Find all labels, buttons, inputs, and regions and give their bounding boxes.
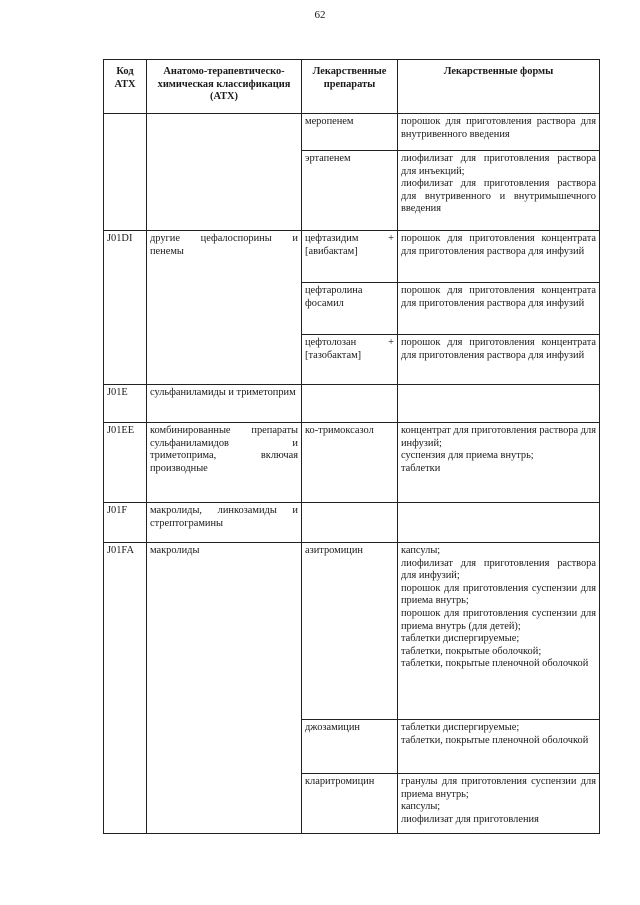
dosage-form-item: таблетки диспергируемые; bbox=[401, 633, 520, 645]
dosage-form-item: порошок для приготовления раствора для внутривенного введения bbox=[401, 116, 596, 140]
header-row bbox=[104, 60, 600, 114]
dosage-form-item: концентрат для приготовления раствора для инфузий; bbox=[401, 425, 596, 449]
table-row bbox=[104, 231, 600, 283]
dosage-forms-cell bbox=[398, 543, 600, 720]
dosage-form-item: гранулы для приготовления суспензии для приема внутрь; bbox=[401, 776, 596, 800]
dosage-form-item: порошок для приготовления концентрата для приготовления раствора для инфузий bbox=[401, 337, 596, 361]
dosage-form-item: капсулы; bbox=[401, 801, 441, 813]
dosage-form-item: капсулы; bbox=[401, 545, 441, 556]
table-row bbox=[104, 385, 600, 423]
dosage-form-item: порошок для приготовления концентрата для приготовления раствора для инфузий bbox=[401, 285, 596, 309]
drug-name-cell: кларитромицин bbox=[302, 774, 398, 834]
drug-name-cell: меропенем bbox=[302, 114, 398, 151]
dosage-form-item: таблетки bbox=[401, 462, 441, 474]
dosage-form-item: лиофилизат для приготовления раствора для инфузий; bbox=[401, 557, 596, 582]
dosage-form-item: лиофилизат для приготовления bbox=[401, 813, 539, 825]
table-body bbox=[104, 114, 600, 834]
drug-name-cell bbox=[302, 503, 398, 543]
classification-cell: комбинированные препараты сульфаниламидов и триметоприма, включая производные bbox=[147, 423, 302, 503]
header-drugs: Лекарственные препараты bbox=[302, 60, 398, 114]
dosage-forms-cell bbox=[398, 423, 600, 503]
classification-cell: сульфаниламиды и триметоприм bbox=[147, 385, 302, 423]
table-row bbox=[104, 114, 600, 151]
drug-name-cell: цефтаролина фосамил bbox=[302, 283, 398, 335]
atc-drug-table bbox=[103, 59, 600, 834]
dosage-forms-cell bbox=[398, 283, 600, 335]
dosage-form-item: порошок для приготовления суспензии для приема внутрь (для детей); bbox=[401, 607, 596, 632]
atc-code-cell: J01F bbox=[104, 503, 147, 543]
table-row bbox=[104, 423, 600, 503]
table-row bbox=[104, 503, 600, 543]
dosage-form-item: порошок для приготовления концентрата для приготовления раствора для инфузий bbox=[401, 233, 596, 257]
dosage-form-item: таблетки, покрытые оболочкой; bbox=[401, 645, 542, 657]
dosage-form-item: суспензия для приема внутрь; bbox=[401, 450, 534, 462]
dosage-forms-cell bbox=[398, 151, 600, 231]
atc-code-cell bbox=[104, 114, 147, 231]
dosage-form-item: таблетки, покрытые пленочной оболочкой bbox=[401, 658, 589, 670]
drug-name-cell: эртапенем bbox=[302, 151, 398, 231]
dosage-forms-cell bbox=[398, 503, 600, 543]
table-row bbox=[104, 543, 600, 720]
header-code: Код АТХ bbox=[104, 60, 147, 114]
header-forms: Лекарственные формы bbox=[398, 60, 600, 114]
header-classification: Анатомо-терапевтическо-химическая классификация (АТХ) bbox=[147, 60, 302, 114]
drug-name-cell bbox=[302, 385, 398, 423]
dosage-form-item: таблетки диспергируемые; bbox=[401, 722, 520, 733]
classification-cell: макролиды bbox=[147, 543, 302, 834]
dosage-forms-cell bbox=[398, 231, 600, 283]
dosage-form-item: лиофилизат для приготовления раствора для внутривенного и внутримышечного введения bbox=[401, 178, 596, 215]
atc-code-cell: J01EE bbox=[104, 423, 147, 503]
dosage-form-item: порошок для приготовления суспензии для приема внутрь; bbox=[401, 582, 596, 607]
drug-name-cell: цефтазидим + [авибактам] bbox=[302, 231, 398, 283]
dosage-forms-cell bbox=[398, 720, 600, 774]
atc-code-cell: J01E bbox=[104, 385, 147, 423]
classification-cell bbox=[147, 114, 302, 231]
classification-cell: другие цефалоспорины и пенемы bbox=[147, 231, 302, 385]
atc-code-cell: J01FA bbox=[104, 543, 147, 834]
dosage-form-item: лиофилизат для приготовления раствора для инъекций; bbox=[401, 153, 596, 177]
page-number: 62 bbox=[314, 9, 326, 21]
dosage-forms-cell bbox=[398, 335, 600, 385]
atc-code-cell: J01DI bbox=[104, 231, 147, 385]
dosage-forms-cell bbox=[398, 774, 600, 834]
table-header bbox=[104, 60, 600, 114]
dosage-forms-cell bbox=[398, 114, 600, 151]
dosage-form-item: таблетки, покрытые пленочной оболочкой bbox=[401, 734, 589, 746]
dosage-forms-cell bbox=[398, 385, 600, 423]
classification-cell: макролиды, линкозамиды и стрептограмины bbox=[147, 503, 302, 543]
drug-name-cell: цефтолозан + [тазобактам] bbox=[302, 335, 398, 385]
drug-name-cell: джозамицин bbox=[302, 720, 398, 774]
drug-name-cell: ко-тримоксазол bbox=[302, 423, 398, 503]
drug-name-cell: азитромицин bbox=[302, 543, 398, 720]
